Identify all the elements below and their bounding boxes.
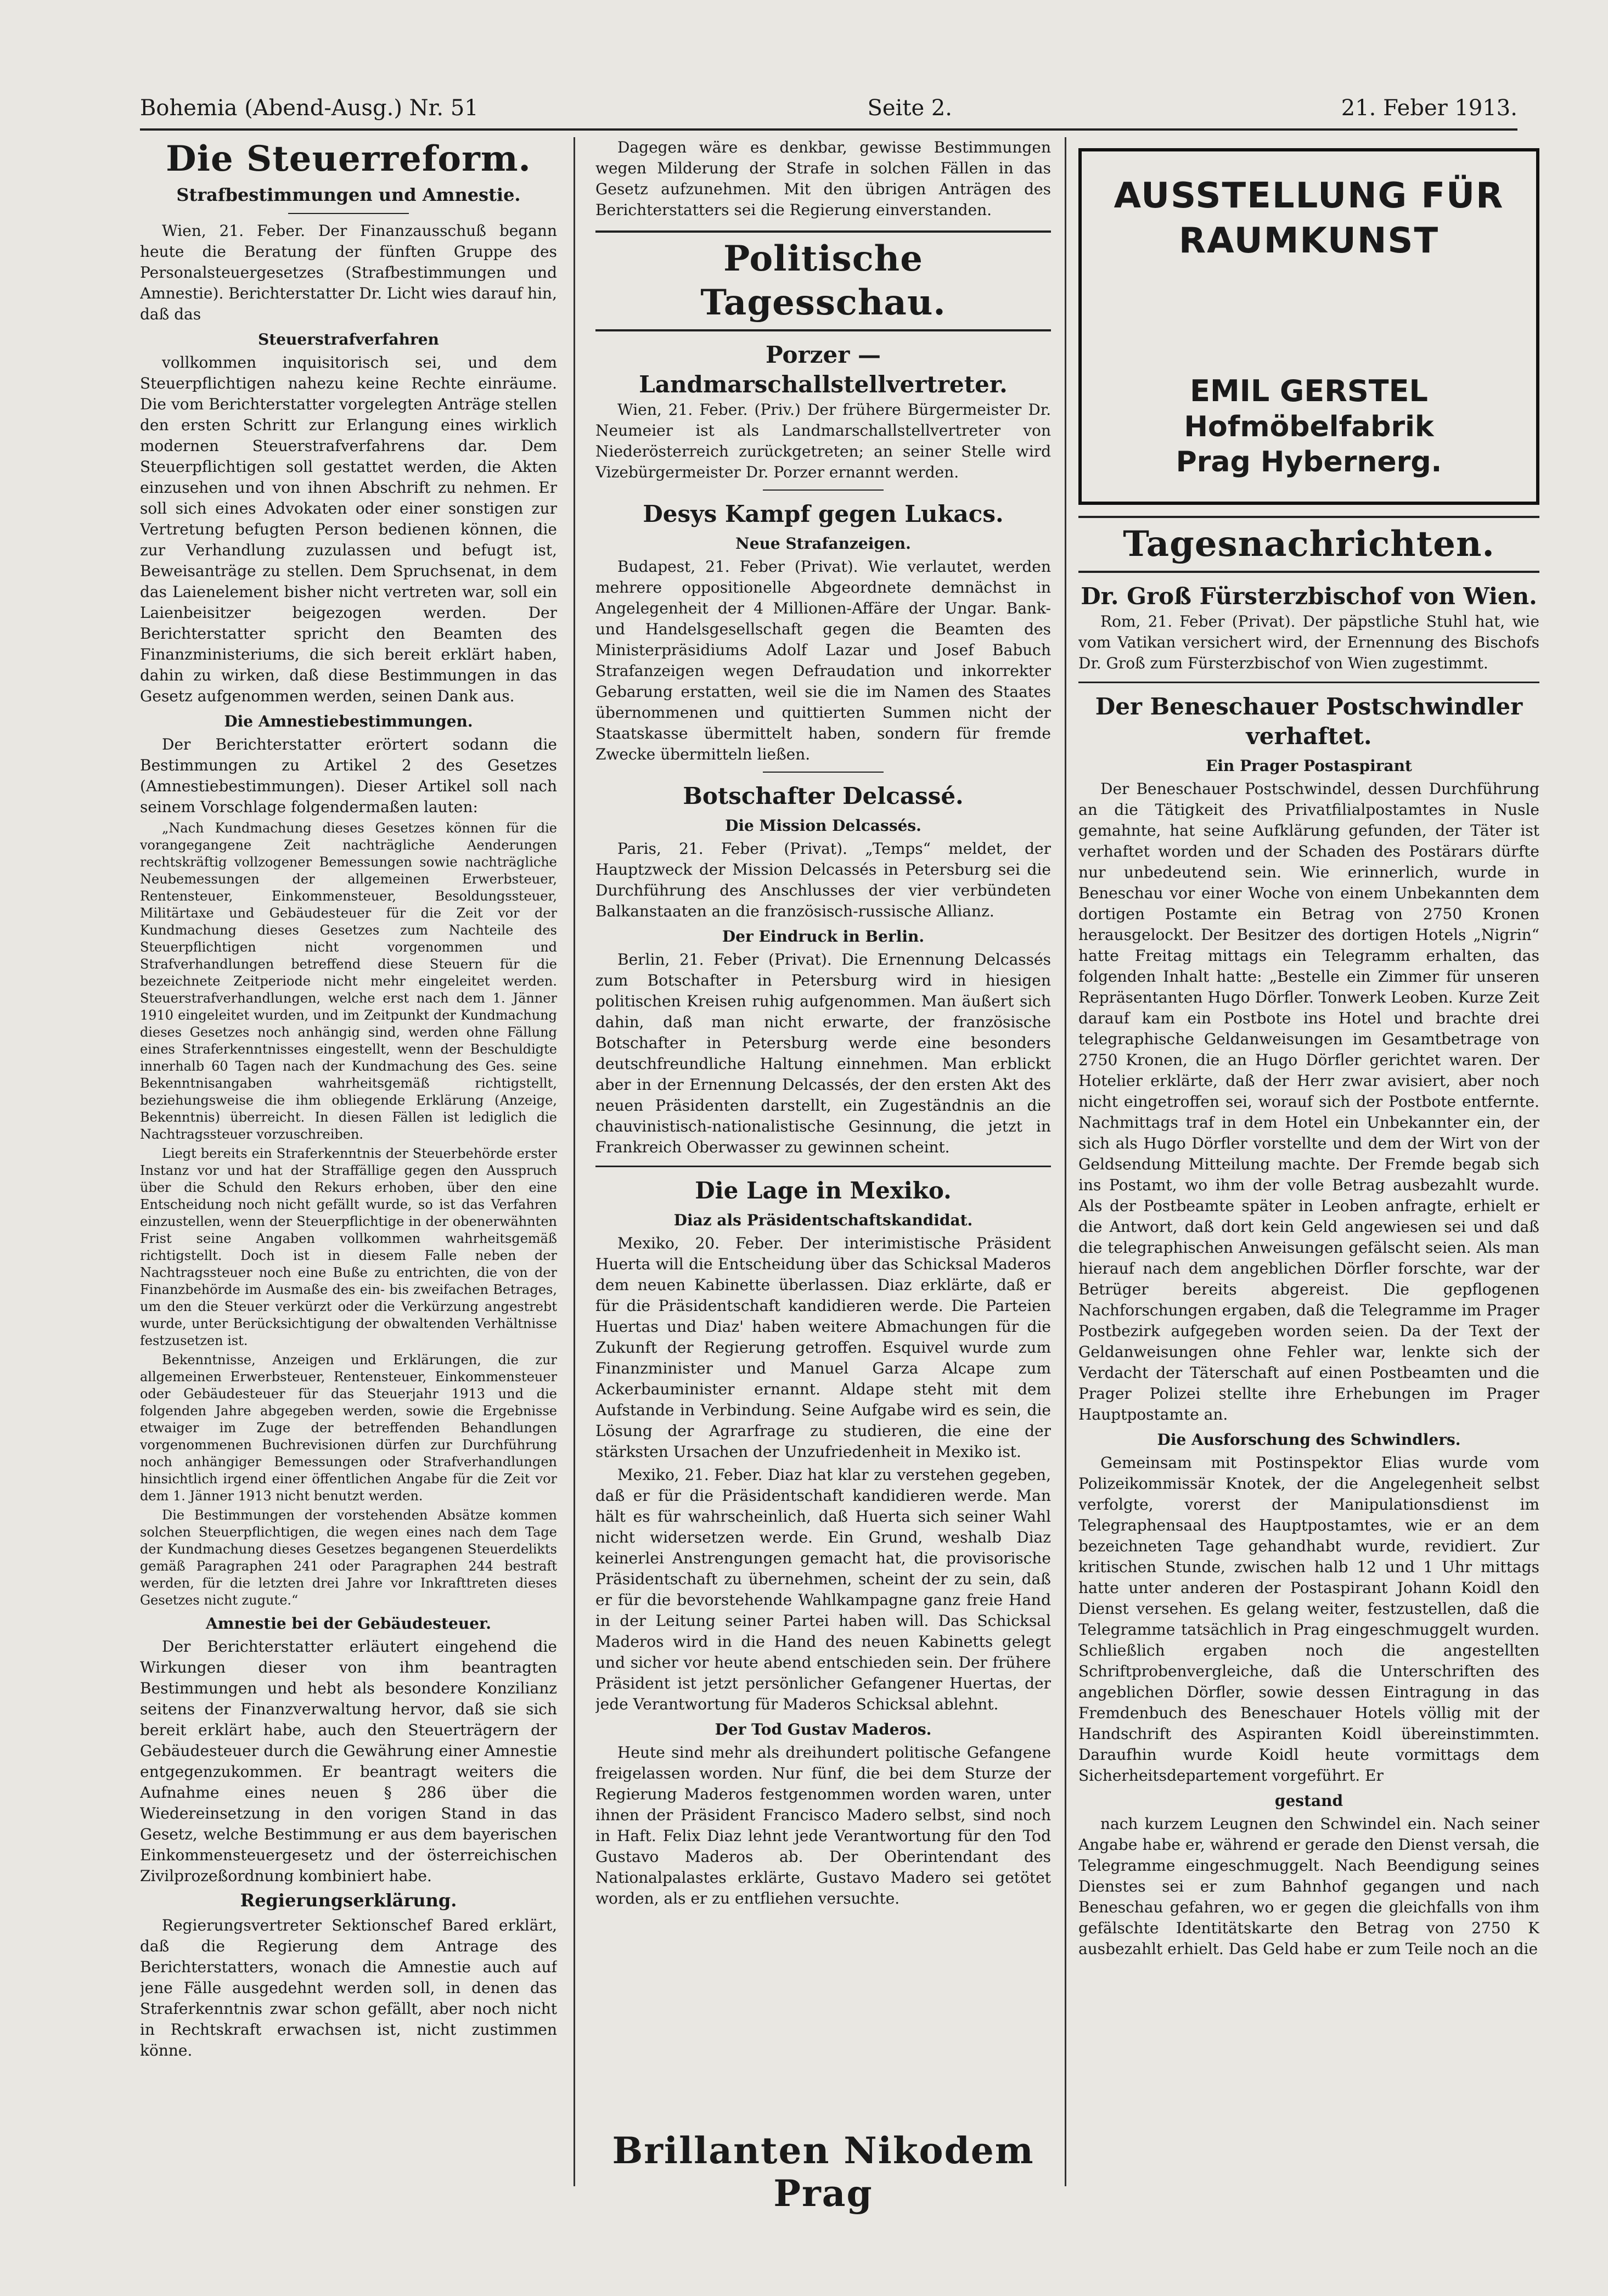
article-subtitle: Die Mission Delcassés. — [725, 817, 921, 835]
paragraph: nach kurzem Leugnen den Schwindel ein. Nach seiner Angabe habe er, während er gerade den Dienst versah, die Telegramme eingeschmuggelt. Nach Beendigung seines Dienstes sei er zum Bahnhof gegangen und nach Beneschau gefahren, wo er gegen die gleichfalls von ihm gefälschte Identitätskarte den Betrag von 2750 K ausbezahlt erhielt. Das Geld habe er zum Teile noch an die — [1078, 1815, 1539, 1958]
column-2 — [595, 137, 1051, 2186]
paragraph: Rom, 21. Feber (Privat). Der päpstliche Stuhl hat, wie vom Vatikan versichert wird, der Ernennung des Bischofs Dr. Groß zum Fürsterzbischof von Wien zugestimmt. — [1078, 612, 1539, 672]
article-title: Desys Kampf gegen Lukacs. — [643, 500, 1004, 527]
paragraph: Die Bestimmungen der vorstehenden Absätze kommen solchen Steuerpflichtigen, die wegen eines nach dem Tage der Kundmachung dieses Gesetzes begangenen Steuerdelikts gemäß Paragraphen 241 oder Paragraphen 244 bestraft werden, für die letzten drei Jahre vor Inkrafttreten dieses Gesetzes nicht zugute.“ — [140, 1507, 557, 1608]
divider — [595, 1166, 1051, 1167]
paragraph: Regierungsvertreter Sektionschef Bared erklärt, daß die Regierung dem Antrage des Berichterstatters, wonach die Amnestie auch auf jene Fälle ausgedehnt werden soll, in denen das Straferkenntnis zwar schon gefällt, aber noch nicht in Rechtskraft erwachsen ist, nicht zustimmen könne. — [140, 1916, 557, 2059]
section-banner — [1078, 516, 1539, 573]
section-title-politische-tagesschau: Politische Tagesschau. — [700, 238, 946, 323]
section-title-tagesnachrichten: Tagesnachrichten. — [1123, 524, 1495, 565]
divider — [1078, 682, 1539, 683]
divider — [763, 772, 884, 773]
quoted-law-text — [140, 820, 557, 1609]
paragraph: Wien, 21. Feber. (Priv.) Der frühere Bürgermeister Dr. Neumeier ist als Landmarschallstellvertreter von Niederösterreich zurückgetreten; an seiner Stelle wird Vizebürgermeister Dr. Porzer ernannt werden. — [595, 401, 1051, 481]
page-header — [140, 82, 1517, 131]
article-title: Der Beneschauer Postschwindler verhaftet. — [1095, 693, 1523, 750]
column-3 — [1078, 137, 1539, 2186]
ad-headline: RAUMKUNST — [1178, 221, 1440, 261]
article-subtitle: Der Eindruck in Berlin. — [722, 927, 925, 946]
paragraph: Der Beneschauer Postschwindel, dessen Durchführung an die Tätigkeit des Privatfilialpostamtes in Nusle gemahnte, hat seine Aufklärung gefunden, der Täter ist verhaftet worden und der Schaden des Postärars dürfte nur unbedeutend sein. Wie erinnerlich, wurde in Beneschau vor einer Woche von einem Unbekannten dem dortigen Postamte ein Betrag von 2750 Kronen herausgelockt. Der Besitzer des dortigen Hotels „Nigrin“ hatte Freitag mittags ein Telegramm erhalten, das folgenden Inhalt hatte: „Bestelle ein Zimmer für unseren Repräsentanten Hugo Dörfler. Tonwerk Leoben. Kurze Zeit darauf kam ein Postbote ins Hotel und brachte drei telegraphische Geldanweisungen im Gesamtbetrage von 2750 Kronen, die an Hugo Dörfler gerichtet waren. Der Hotelier erklärte, daß der Herr zwar avisiert, aber noch nicht eingetroffen sei, worauf sich der Postbote entfernte. Nachmittags traf in dem Hotel ein Unbekannter ein, der sich als Hugo Dörfler vorstellte und dem der Wirt von der Geldsendung Mitteilung machte. Der Fremde begab sich ins Postamt, wo ihm der volle Betrag ausbezahlt wurde. Als der Postbeamte später in Leoben anfragte, erhielt er die Antwort, daß dort kein Geld angewiesen sei und daß die telegraphischen Anweisungen gefälscht seien. Als man hierauf nach dem angeblichen Dörfler forschte, war der Betrüger bereits abgereist. Die gepflogenen Nachforschungen ergaben, daß die Telegramme im Prager Postbezirk aufgegeben worden seien. Da der Text der Geldanweisungen ohne Fehler war, lenkte sich der Verdacht der Täterschaft auf einen Postbeamten und die Prager Polizei stellte ihre Erhebungen im Prager Hauptpostamte an. — [1078, 780, 1539, 1423]
paragraph: Budapest, 21. Feber (Privat). Wie verlautet, werden mehrere oppositionelle Abgeordnete demnächst in Angelegenheit der 4 Millionen-Affäre der Ungar. Bank- und Handelsgesellschaft gegen die Beamten des Ministerpräsidiums Adolf Lazar und Josef Babuch Strafanzeigen wegen Defraudation und inkorrekter Gebarung erstatten, weil sie die im Namen des Staates übernommenen und quittierten Summen nicht der Staatskasse übermittelt haben, sondern für fremde Zwecke übermitteln ließen. — [595, 558, 1051, 763]
paragraph: Wien, 21. Feber. Der Finanzausschuß begann heute die Beratung der fünften Gruppe des Personalsteuergesetzes (Strafbestimmungen und Amnestie). Berichterstatter Dr. Licht wies darauf hin, daß das — [140, 222, 557, 323]
article-subtitle: Neue Strafanzeigen. — [735, 534, 911, 553]
paragraph: „Nach Kundmachung dieses Gesetzes können für die vorangegangene Zeit nachträgliche Aenderungen rechtskräftig vollzogener Bemessungen sowie nachträgliche Neubemessungen der allgemeinen Erwerbsteuer, Rentensteuer, Einkommensteuer, Besoldungssteuer, Militärtaxe und Gebäudesteuer für die Zeit vor der Kundmachung dieses Gesetzes zum Nachteile des Steuerpflichtigen nicht vorgenommen und Strafverhandlungen betreffend diese Steuern für die bezeichnete Zeitperiode nicht mehr eingeleitet werden. Steuerstrafverhandlungen, welche erst nach dem 1. Jänner 1910 eingeleitet wurden, und im Zeitpunkt der Kundmachung dieses Gesetzes noch anhängig sind, werden ohne Fällung eines Straferkenntnisses eingestellt, wenn der Beschuldigte innerhalb 60 Tagen nach der Kundmachung des Ges. seine Bekenntnisangaben wahrheitsgemäß richtigstellt, beziehungsweise die ihm obliegende Erklärung (Anzeige, Bekenntnis) überreicht. In diesen Fällen ist lediglich die Nachtragssteuer vorzuschreiben. — [140, 820, 557, 1142]
article-subtitle: Der Tod Gustav Maderos. — [715, 1720, 932, 1738]
ad-company-name: EMIL GERSTEL — [1190, 374, 1428, 408]
divider — [288, 213, 409, 214]
header-page-number: Seite 2. — [867, 95, 952, 121]
ad-company-address: Prag Hybernerg. — [1176, 446, 1442, 479]
paragraph: vollkommen inquisitorisch sei, und dem Steuerpflichtigen nahezu keine Rechte einräume. Die vom Berichterstatter vorgelegten Anträge stellen den ersten Schritt zur Erlangung eines wirklich modernen Steuerstrafverfahrens dar. Dem Steuerpflichtigen soll gestattet werden, die Akten einzusehen und von ihnen Abschrift zu nehmen. Er soll sich eines Advokaten oder einer sonstigen zur Vertretung befugten Person bedienen können, die zur Verhandlung zuzulassen und befugt ist, Beweisanträge zu stellen. Dem Spruchsenat, in dem das Laienelement bisher nicht vertreten war, soll ein Laienbeisitzer beigezogen werden. Der Berichterstatter spricht den Beamten des Finanzministeriums, die sich bereit erklärt haben, dahin zu wirken, daß diese Bestimmungen in das Gesetz aufgenommen werden, seinen Dank aus. — [140, 353, 557, 705]
header-date: 21. Feber 1913. — [1341, 95, 1517, 121]
article-title: Porzer — Landmarschallstellvertreter. — [639, 341, 1008, 398]
paragraph: Dagegen wäre es denkbar, gewisse Bestimmungen wegen Milderung der Strafe in solchen Fällen in das Gesetz aufzunehmen. Mit den übrigen Anträgen des Berichterstatters sei die Regierung einverstanden. — [595, 138, 1051, 219]
advertisement-brillanten: Brillanten Nikodem Prag — [612, 2129, 1034, 2215]
ad-headline: AUSSTELLUNG FÜR — [1114, 176, 1504, 216]
paragraph: Der Berichterstatter erörtert sodann die Bestimmungen zu Artikel 2 des Gesetzes (Amnestiebestimmungen). Dieser Artikel soll nach seinem Vorschlage folgendermaßen lauten: — [140, 735, 557, 816]
paragraph: Mexiko, 20. Feber. Der interimistische Präsident Huerta will die Entscheidung über das Schicksal Maderos dem neuen Kabinette überlassen. Diaz erklärte, daß er für die Präsidentschaft kandidieren werde. Die Parteien Huertas und Diaz' haben weitere Abmachungen für die Zukunft der Regierung getroffen. Esquivel wurde zum Finanzminister und Manuel Garza Alcape zum Ackerbauminister ernannt. Aldape steht mit dem Aufstande in Verbindung. Seine Aufgabe wird es sein, die Lösung der Agrarfrage zu studieren, die eine der stärksten Ursachen der Unzufriedenheit in Mexiko ist. — [595, 1234, 1051, 1461]
header-issue: Bohemia (Abend-Ausg.) Nr. 51 — [140, 95, 479, 121]
section-heading: Die Amnestiebestimmungen. — [224, 712, 473, 730]
section-heading: Steuerstrafverfahren — [258, 330, 439, 348]
article-title: Dr. Groß Fürsterzbischof von Wien. — [1081, 583, 1537, 610]
article-title-steuerreform: Die Steuerreform. — [166, 138, 531, 179]
column-1 — [140, 137, 557, 2186]
section-heading: Amnestie bei der Gebäudesteuer. — [206, 1614, 491, 1633]
divider — [763, 489, 884, 491]
advertisement-gerstel — [1078, 148, 1539, 505]
section-banner — [595, 230, 1051, 331]
article-subtitle: Ein Prager Postaspirant — [1206, 757, 1412, 775]
ad-company-type: Hofmöbelfabrik — [1184, 410, 1434, 443]
paragraph: Gemeinsam mit Postinspektor Elias wurde vom Polizeikommissär Knotek, der die Angelegenheit selbst verfolgte, vorerst der Manipulationsdienst im Telegraphensaal des Hauptpostamtes, wie er an dem bezeichneten Tage gehandhabt wurde, revidiert. Zur kritischen Stunde, zwischen halb 12 und 1 Uhr mittags hatte unter anderen der Postaspirant Johann Koidl den Dienst versehen. Es gelang weiter, festzustellen, daß die Telegramme tatsächlich in Prag eingeschmuggelt wurden. Schließlich ergaben noch die angestellten Schriftprobenvergleiche, daß die Unterschriften des angeblichen Dörfler, sowie dessen Eintragung in das Fremdenbuch des Beneschauer Hotels völlig mit der Handschrift des Aspiranten Koidl übereinstimmten. Daraufhin wurde Koidl heute vormittags dem Sicherheitsdepartement vorgeführt. Er — [1078, 1454, 1539, 1785]
paragraph: Berlin, 21. Feber (Privat). Die Ernennung Delcassés zum Botschafter in Petersburg wird in hiesigen politischen Kreisen ruhig aufgenommen. Man äußert sich dahin, daß man nicht erwarte, der französische Botschafter in Petersburg werde eine besonders deutschfreundliche Haltung einnehmen. Man erblickt aber in der Ernennung Delcassés, der den ersten Akt des neuen Präsidenten darstellt, ein Zugeständnis an die chauvinistisch-nationalistische Gesinnung, die jetzt in Frankreich Oberwasser zu gewinnen scheint. — [595, 950, 1051, 1156]
paragraph: Paris, 21. Feber (Privat). „Temps“ meldet, der Hauptzweck der Mission Delcassés in Petersburg sei die Durchführung des Anschlusses der vier verbündeten Balkanstaaten an die französisch-russische Allianz. — [595, 840, 1051, 920]
column-rule-1 — [574, 137, 575, 2186]
section-heading: Die Ausforschung des Schwindlers. — [1157, 1431, 1461, 1449]
section-heading: Regierungserklärung. — [240, 1890, 457, 1911]
paragraph: Liegt bereits ein Straferkenntnis der Steuerbehörde erster Instanz vor und hat der Straffällige gegen den Ausspruch über die Schuld den Rekurs erhoben, über den eine Entscheidung noch nicht gefällt wurde, so ist das Verfahren einzustellen, wenn der Steuerpflichtige in der obenerwähnten Frist seine Angaben vollkommen wahrheitsgemäß richtigstellt. Doch ist in diesem Falle neben der Nachtragssteuer noch eine Buße zu entrichten, die von der Finanzbehörde im Ausmaße des ein- bis zweifachen Betrages, um den die Steuer verkürzt oder die Verkürzung angestrebt wurde, unter Berücksichtigung der obwaltenden Verhältnisse festzusetzen ist. — [140, 1146, 557, 1348]
ad-spacer — [1093, 263, 1525, 373]
article-subtitle: Strafbestimmungen und Amnestie. — [176, 184, 521, 205]
paragraph: Bekenntnisse, Anzeigen und Erklärungen, die zur allgemeinen Erwerbsteuer, Rentensteuer, Einkommensteuer oder Gebäudesteuer für das Steuerjahr 1913 und die folgenden Jahre abgegeben werden, sowie die Ergebnisse etwaiger im Zuge der betreffenden Behandlungen vorgenommenen Buchrevisionen dürfen zur Durchführung noch anhängiger Bemessungen oder Strafverhandlungen hinsichtlich irgend einer öffentlichen Angabe für die Zeit vor dem 1. Jänner 1913 nicht benutzt werden. — [140, 1352, 557, 1504]
section-heading: gestand — [1274, 1792, 1343, 1810]
paragraph: Mexiko, 21. Feber. Diaz hat klar zu verstehen gegeben, daß er für die Präsidentschaft kandidieren werde. Man hält es für wahrscheinlich, daß Huerta sich seiner Wahl nicht widersetzen werde. Ein Grund, weshalb Diaz keinerlei Anstrengungen gemacht hat, die provisorische Präsidentschaft zu übernehmen, scheint der zu sein, daß er für die bevorstehende Wahlkampagne ganz freie Hand in der Leitung seiner Partei haben will. Das Schicksal Maderos wird in die Hand des neuen Kabinetts gelegt und sicher vor heute abend entschieden sein. Der frühere Präsident ist jetzt persönlicher Gefangener Huertas, der jede Verantwortung für Maderos Schicksal ablehnt. — [595, 1466, 1051, 1713]
paragraph: Heute sind mehr als dreihundert politische Gefangene freigelassen worden. Nur fünf, die bei dem Sturze der Regierung Maderos festgenommen worden waren, unter ihnen der Präsident Francisco Madero selbst, sind noch in Haft. Felix Diaz lehnt jede Verantwortung für den Tod Gustavo Maderos ab. Der Oberintendant des Nationalpalastes erklärte, Gustavo Madero sei getötet worden, als er zu entfliehen versuchte. — [595, 1743, 1051, 1907]
column-rule-2 — [1065, 137, 1066, 2186]
article-title: Die Lage in Mexiko. — [695, 1177, 952, 1204]
paragraph: Der Berichterstatter erläutert eingehend die Wirkungen dieser von ihm beantragten Bestimmungen und hebt als besondere Konzilianz seitens der Finanzverwaltung hervor, daß sie sich bereit erklärt habe, auch den Steuerträgern der Gebäudesteuer durch die Gewährung einer Amnestie entgegenzukommen. Er beantragt weiters die Aufnahme eines neuen § 286 über die Wiedereinsetzung in den vorigen Stand in das Gesetz, welche Bestimmung er aus dem bayerischen Einkommensteuergesetz und der österreichischen Zivilprozeßordnung kombiniert habe. — [140, 1637, 557, 1885]
article-subtitle: Diaz als Präsidentschaftskandidat. — [673, 1211, 973, 1229]
article-title: Botschafter Delcassé. — [683, 783, 964, 809]
